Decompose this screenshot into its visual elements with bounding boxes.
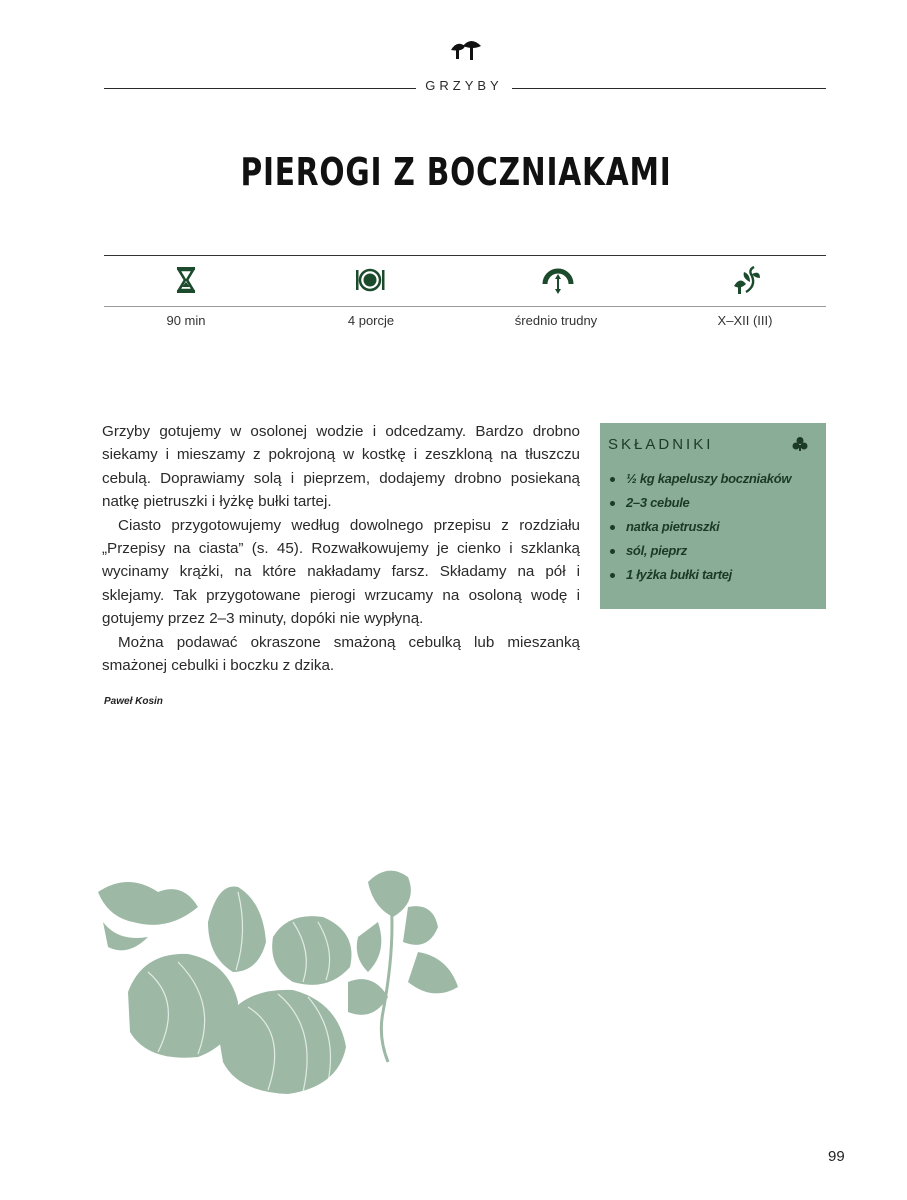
info-label-time: 90 min [166, 313, 206, 328]
ingredient-item [610, 539, 791, 563]
bullet [610, 525, 615, 530]
info-label-servings: 4 porcje [347, 313, 395, 328]
info-label-season: X–XII (III) [717, 313, 773, 328]
recipe-instructions [102, 420, 580, 677]
bullet [610, 501, 615, 506]
section-title: GRZYBY [425, 78, 503, 93]
ingredients-title: SKŁADNIKI [608, 436, 714, 453]
section-rule-left [104, 88, 416, 89]
recipe-title: PIEROGI Z BOCZNIAKAMI [240, 150, 672, 194]
info-rule-bottom [104, 306, 826, 307]
info-rule-top [104, 255, 826, 256]
onion-parsley-illustration [88, 862, 498, 1102]
hourglass-icon [170, 264, 202, 296]
page-number: 99 [828, 1148, 845, 1165]
bullet [610, 477, 615, 482]
difficulty-gauge-icon [542, 264, 574, 296]
ingredient-text: 2–3 cebule [626, 495, 690, 510]
bullet [610, 549, 615, 554]
paragraph: Grzyby gotujemy w osolonej wodzie i odcedzamy. Bardzo drobno siekamy i mieszamy z pokrojoną w kostkę i zeszkloną na tłuszczu cebulą. Doprawiamy solą i pieprzem, dodajemy drobno posiekaną natkę pietruszki i łyżkę bułki tartej. [102, 423, 580, 511]
section-rule-right [512, 88, 826, 89]
plate-cutlery-icon [354, 264, 386, 296]
author: Paweł Kosin [104, 696, 163, 707]
ingredient-text: 1 łyżka bułki tartej [626, 567, 732, 582]
paragraph: Ciasto przygotowujemy według dowolnego przepisu z rozdziału „Przepisy na ciasta” (s. 45). Rozwałkowujemy je cienko i szklanką wycinamy krążki, na które nakładamy farsz. Składamy na pół i sklejamy. Tak przygotowane pierogi wrzucamy na osoloną wodę i gotujemy przez 2–3 minuty, dopóki nie wypłyną. [102, 516, 580, 628]
watermark: wedlinydomowe.pl [140, 1100, 763, 1165]
ingredient-item [610, 563, 791, 587]
mushroom-icon [449, 38, 483, 64]
ingredients-list [610, 467, 791, 587]
info-label-difficulty: średnio trudny [514, 313, 598, 328]
ingredient-text: sól, pieprz [626, 543, 687, 558]
ingredient-text: natka pietruszki [626, 519, 720, 534]
season-plant-icon [730, 264, 762, 296]
bullet [610, 573, 615, 578]
club-icon [792, 436, 808, 452]
ingredient-item [610, 467, 791, 491]
ingredient-item [610, 491, 791, 515]
ingredient-item [610, 515, 791, 539]
paragraph: Można podawać okraszone smażoną cebulką lub mieszanką smażonej cebulki i boczku z dzika. [102, 633, 580, 675]
ingredient-text: ½ kg kapeluszy boczniaków [626, 471, 792, 486]
